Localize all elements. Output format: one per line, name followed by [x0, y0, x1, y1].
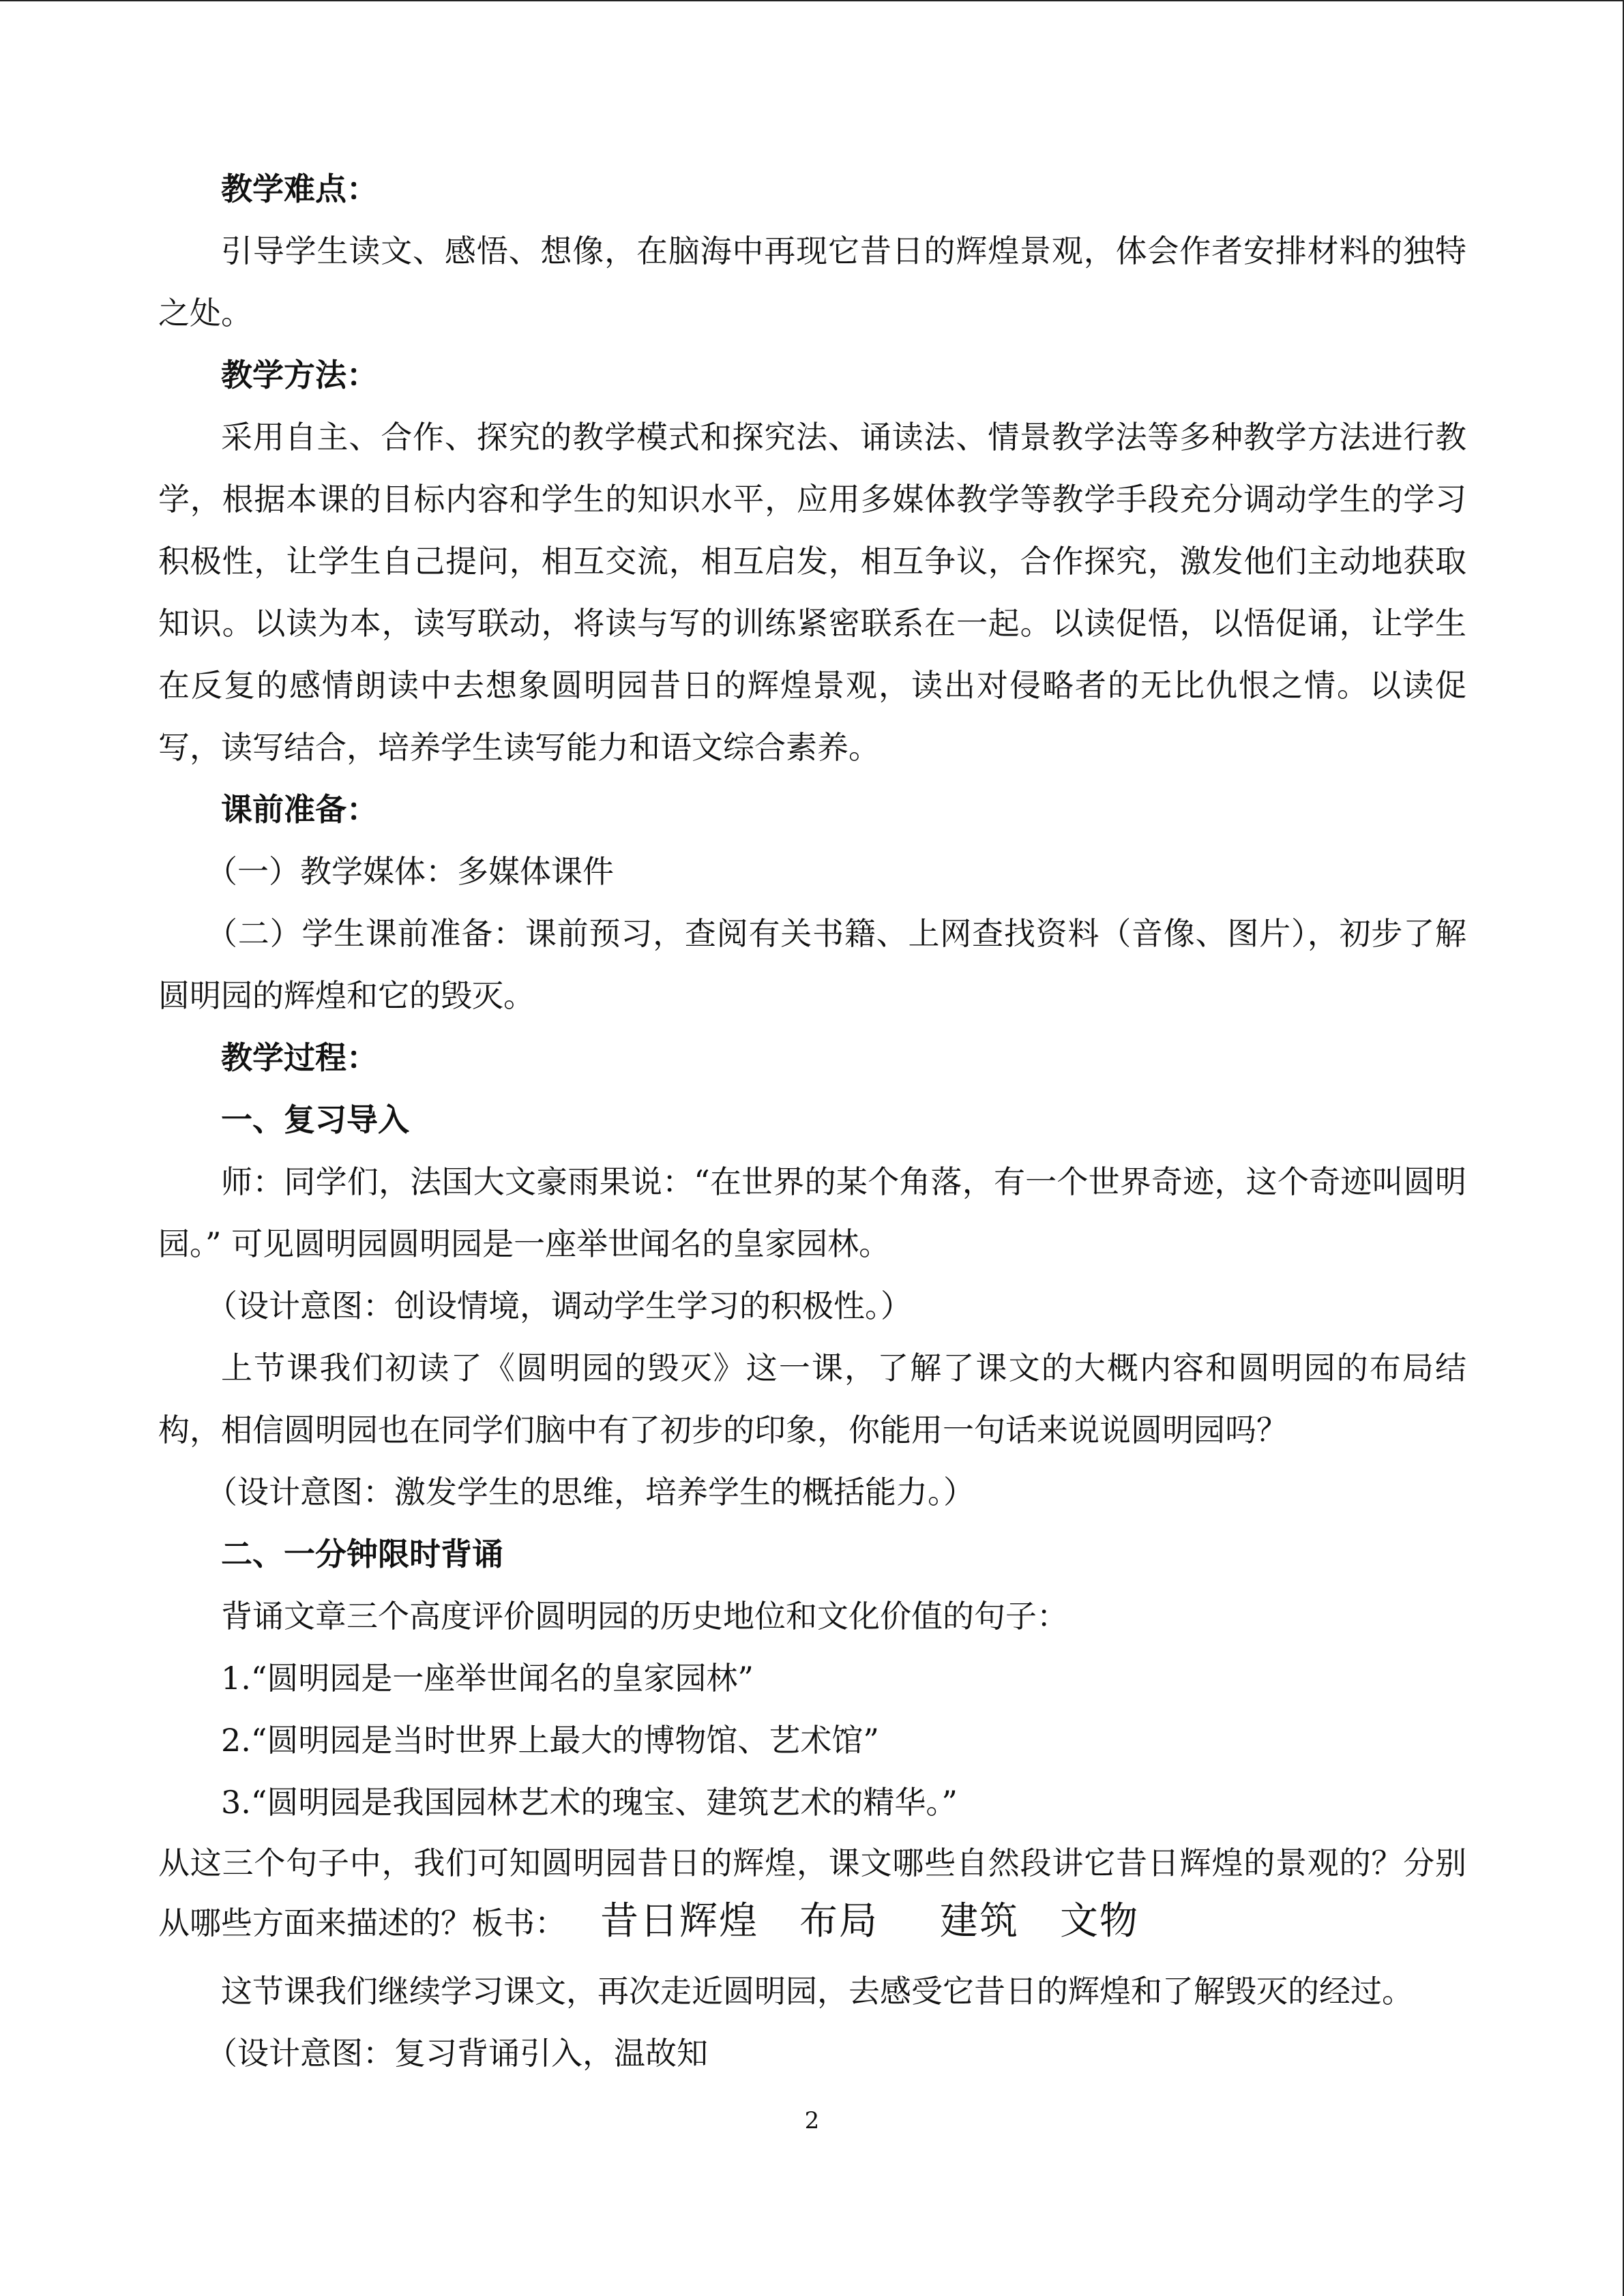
- paragraph-teaching-difficulty: 引导学生读文、感悟、想像，在脑海中再现它昔日的辉煌景观，体会作者安排材料的独特之处。: [158, 233, 1466, 331]
- document-body: [158, 158, 1466, 2085]
- heading-part-two-recitation: 二、一分钟限时背诵: [221, 1536, 503, 1572]
- heading-teaching-method: 教学方法：: [221, 357, 378, 393]
- board-item-relics: 文物: [1060, 1899, 1139, 1943]
- paragraph-hugo-quote: 师：同学们，法国大文豪雨果说：“在世界的某个角落，有一个世界奇迹，这个奇迹叫圆明园。” 可见圆明园圆明园是一座举世闻名的皇家园林。: [158, 1163, 1466, 1262]
- paragraph-continue-lesson: 这节课我们继续学习课文，再次走近圆明园，去感受它昔日的辉煌和了解毁灭的经过。: [221, 1973, 1413, 2010]
- design-note-3: （设计意图：复习背诵引入，温故知: [206, 2035, 708, 2072]
- heading-part-one-review: 一、复习导入: [221, 1101, 409, 1138]
- prep-item-student: （二）学生课前准备：课前预习，查阅有关书籍、上网查找资料（音像、图片），初步了解圆明园的辉煌和它的毁灭。: [158, 915, 1466, 1014]
- board-item-architecture: 建筑: [940, 1899, 1019, 1943]
- board-writing-lead: 从这三个句子中，我们可知圆明园昔日的辉煌，课文哪些自然段讲它昔日辉煌的景观的？分别从哪些方面来描述的？板书：: [158, 1845, 1466, 1941]
- paragraph-recitation-intro: 背诵文章三个高度评价圆明园的历史地位和文化价值的句子：: [221, 1598, 1068, 1635]
- board-item-past-glory: 昔日辉煌: [600, 1899, 758, 1943]
- board-item-layout: 布局: [799, 1899, 879, 1943]
- recitation-sentence-3: 3.“圆明园是我国园林艺术的瑰宝、建筑艺术的精华。”: [221, 1784, 958, 1821]
- design-note-2: （设计意图：激发学生的思维，培养学生的概括能力。）: [206, 1474, 975, 1510]
- recitation-sentence-2: 2.“圆明园是当时世界上最大的博物馆、艺术馆”: [221, 1722, 879, 1759]
- prep-item-media: （一）教学媒体：多媒体课件: [206, 853, 614, 890]
- paragraph-teaching-method: 采用自主、合作、探究的教学模式和探究法、诵读法、情景教学法等多种教学方法进行教学，根据本课的目标内容和学生的知识水平，应用多媒体教学等教学手段充分调动学生的学习积极性，让学生自己提问，相互交流，相互启发，相互争议，合作探究，激发他们主动地获取知识。以读为本，读写联动，将读与写的训练紧密联系在一起。以读促悟，以悟促诵，让学生在反复的感情朗读中去想象圆明园昔日的辉煌景观，读出对侵略者的无比仇恨之情。以读促写，读写结合，培养学生读写能力和语文综合素养。: [158, 419, 1466, 766]
- recitation-sentence-1: 1.“圆明园是一座举世闻名的皇家园林”: [221, 1660, 754, 1697]
- paragraph-board-writing: [158, 1834, 1466, 1952]
- paragraph-last-lesson: 上节课我们初读了《圆明园的毁灭》这一课，了解了课文的大概内容和圆明园的布局结构，相信圆明园也在同学们脑中有了初步的印象，你能用一句话来说说圆明园吗？: [158, 1350, 1466, 1448]
- design-note-1: （设计意图：创设情境，调动学生学习的积极性。）: [206, 1287, 912, 1324]
- heading-teaching-process: 教学过程：: [221, 1039, 378, 1076]
- heading-class-preparation: 课前准备：: [221, 791, 378, 828]
- heading-teaching-difficulty: 教学难点：: [221, 170, 378, 207]
- page-number: 2: [804, 2107, 820, 2134]
